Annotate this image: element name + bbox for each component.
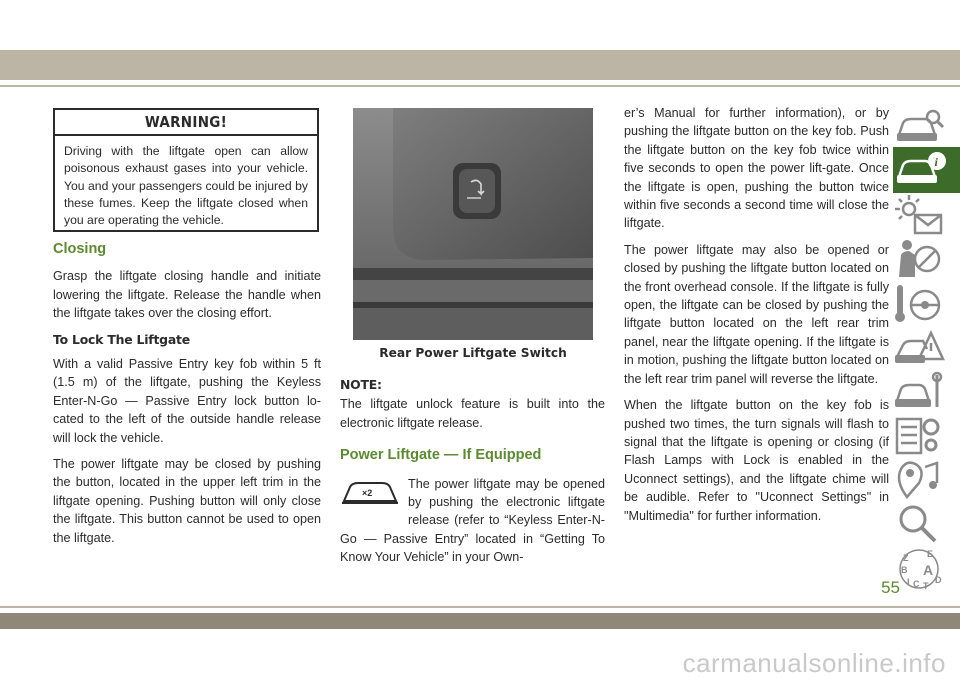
page-number: 55 <box>881 578 900 597</box>
nav-tab-multimedia[interactable] <box>893 457 960 503</box>
column-left <box>53 240 321 555</box>
power-liftgate-paragraph-1-continued: er’s Manual for further information), or by pushing the liftgate button on the key fob. Push the liftgate button on the key fob twice within five seconds to open the power lift-gate. Once the liftgate is open, pushing the button twice within five seconds a second time will close the liftgate. <box>624 106 889 231</box>
header-rule <box>0 85 960 87</box>
x2-label: ×2 <box>362 487 373 498</box>
safety-airbag-person-icon <box>893 237 945 281</box>
lock-liftgate-subheading: To Lock The Liftgate <box>53 331 190 347</box>
closing-heading: Closing <box>53 241 107 257</box>
key-fob-x2-icon <box>340 475 408 527</box>
nav-tab-servicing[interactable] <box>893 369 960 415</box>
svg-text:D: D <box>935 575 942 585</box>
power-liftgate-heading: Power Liftgate — If Equipped <box>340 447 542 464</box>
closing-paragraph-3: The power liftgate may be closed by pushing the button, located in the upper left trim in the liftgate opening. Pushing button will only close the liftgate. This button cannot be used to open the liftgate. <box>53 457 321 545</box>
column-right <box>624 104 889 533</box>
column-middle <box>340 376 605 575</box>
car-wrench-icon <box>893 369 945 413</box>
warning-title: WARNING! <box>55 110 317 136</box>
nav-tab-car-info[interactable] <box>893 147 960 193</box>
liftgate-switch-photo <box>353 108 593 340</box>
nav-tab-index[interactable] <box>893 545 960 591</box>
svg-text:C: C <box>913 579 920 589</box>
svg-text:i: i <box>934 155 938 169</box>
power-liftgate-paragraph-2: The power liftgate may also be opened or closed by pushing the liftgate button located on the front overhead console. If the liftgate is fully open, the liftgate can be closed by pushing the liftgate button located on the left rear trim panel, near the liftgate opening. If the liftgate is in motion, pushing the liftgate button located on the left rear trim panel will reverse the liftgate. <box>624 242 889 386</box>
watermark: carmanualsonline.info <box>682 648 946 678</box>
svg-text:T: T <box>923 581 929 591</box>
steering-wheel-key-icon <box>893 281 945 325</box>
nav-tab-safety[interactable] <box>893 237 960 283</box>
car-info-icon <box>893 147 949 191</box>
checklist-gear-icon <box>893 413 945 457</box>
alphabet-index-icon <box>893 545 945 591</box>
closing-paragraph-1: Grasp the liftgate closing handle and initiate lowering the liftgate. Release the handle when the liftgate takes over the closing effort. <box>53 269 321 321</box>
photo-caption: Rear Power Liftgate Switch <box>379 346 567 360</box>
car-search-icon <box>893 105 945 149</box>
svg-text:Z: Z <box>903 553 909 563</box>
svg-text:E: E <box>927 549 934 559</box>
nav-tab-customer-assistance[interactable] <box>893 501 960 547</box>
warning-lights-message-icon <box>893 193 945 237</box>
nav-tab-starting[interactable] <box>893 281 960 327</box>
note-label: NOTE: <box>340 377 382 392</box>
nav-tab-emergency[interactable] <box>893 325 960 371</box>
warning-box <box>53 108 319 232</box>
power-liftgate-paragraph-1: The power liftgate may be opened by pushing the electronic liftgate release (refer to “Keyless Enter-N-Go — Passive Entry” located in “Getting To Know Your Vehicle” in your Own- <box>340 476 605 565</box>
svg-text:I: I <box>907 577 910 587</box>
header-band <box>0 50 960 80</box>
road-warning-car-icon <box>893 325 945 369</box>
note-text: The liftgate unlock feature is built into the electronic liftgate release. <box>340 397 605 430</box>
nav-tab-specifications[interactable] <box>893 413 960 459</box>
svg-text:B: B <box>901 565 908 575</box>
closing-paragraph-2: With a valid Passive Entry key fob within 5 ft (1.5 m) of the liftgate, pushing the Keyless Enter-N-Go — Passive Entry lock button lo-cated to the left of the outside handle release will lock the vehicle. <box>53 357 321 445</box>
map-music-icon <box>893 457 945 501</box>
nav-tab-warning-lights[interactable] <box>893 193 960 239</box>
search-magnifier-icon <box>893 501 945 545</box>
svg-text:A: A <box>923 562 934 578</box>
footer-band <box>0 613 960 629</box>
power-liftgate-paragraph-3: When the liftgate button on the key fob is pushed two times, the turn signals will flash to signal that the liftgate is opening or closing (if Flash Lamps with Lock is enabled in the Uconnect settings), and the liftgate chime will be audible. Refer to "Uconnect Settings" in "Multimedia" for further information. <box>624 398 889 523</box>
footer-rule <box>0 606 960 608</box>
warning-text: Driving with the liftgate open can allow poisonous exhaust gases into your vehicle. You and your passengers could be injured by these fumes. Keep the liftgate closed when you are operating the vehicle. <box>64 144 308 228</box>
nav-tab-car-search[interactable] <box>893 105 960 151</box>
